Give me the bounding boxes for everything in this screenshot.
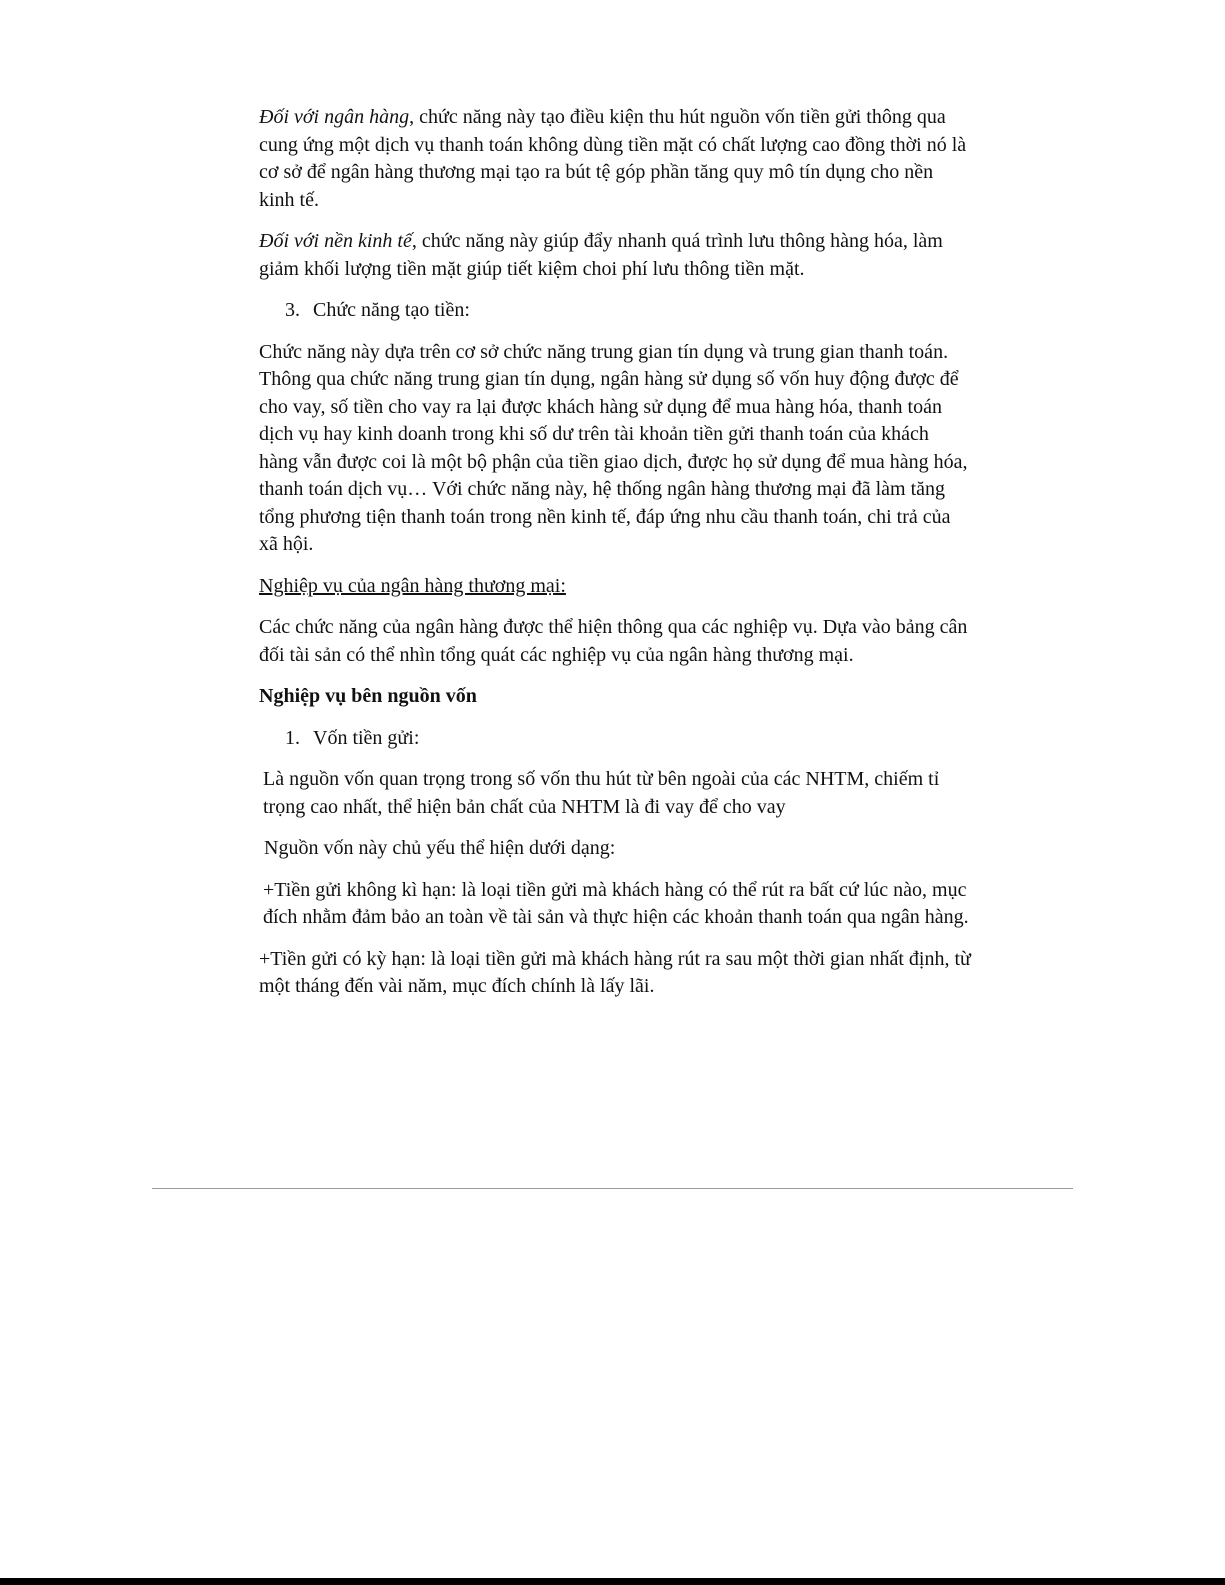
paragraph-lead-economy: Đối với nền kinh tế [259,230,412,252]
list-item-label: Vốn tiền gửi: [313,726,420,749]
list-item-deposit-capital [259,725,971,753]
paragraph-economy-benefit [259,228,971,283]
subheading-operations: Nghiệp vụ của ngân hàng thương mại: [259,574,566,597]
list-number: 1. [285,726,300,749]
paragraph-bank-benefit [259,104,971,214]
paragraph-term-deposit: +Tiền gửi có kỳ hạn: là loại tiền gửi mà khách hàng rút ra sau một thời gian nhất định, từ một tháng đến vài năm, mục đích chính là lấy lãi. [259,947,971,997]
paragraph-money-creation: Chức năng này dựa trên cơ sở chức năng trung gian tín dụng và trung gian thanh toán. Thông qua chức năng trung gian tín dụng, ngân hàng sử dụng số vốn huy động được để cho vay, số tiền cho vay ra lại được khách hàng sử dụng để mua hàng hóa, thanh toán dịch vụ hay kinh doanh trong khi số dư trên tài khoản tiền gửi thanh toán của khách hàng vẫn được coi là một bộ phận của tiền giao dịch, được họ sử dụng để mua hàng hóa, thanh toán dịch vụ… Với chức năng này, hệ thống ngân hàng thương mại đã làm tăng tổng phương tiện thanh toán trong nền kinh tế, đáp ứng nhu cầu thanh toán, chi trả của xã hội. [259,340,968,555]
list-number: 3. [285,299,300,321]
paragraph-text-bank: , chức năng này tạo điều kiện thu hút nguồn vốn tiền gửi thông qua cung ứng một dịch vụ thanh toán không dùng tiền mặt có chất lượng cao đồng thời nó là cơ sở để ngân hàng thương mại tạo ra bút tệ góp phần tăng quy mô tín dụng cho nền kinh tế. [259,106,967,211]
paragraph-operations: Các chức năng của ngân hàng được thể hiện thông qua các nghiệp vụ. Dựa vào bảng cân đối tài sản có thể nhìn tổng quát các nghiệp vụ của ngân hàng thương mại. [259,616,968,666]
list-item-label: Chức năng tạo tiền: [313,299,470,321]
section-heading-capital-sources: Nghiệp vụ bên nguồn vốn [259,685,477,707]
list-item-money-creation [259,297,971,325]
paragraph-lead-bank: Đối với ngân hàng [259,106,410,128]
page-separator-line [152,1188,1073,1189]
bottom-edge-bar [0,1578,1225,1585]
paragraph-demand-deposit: +Tiền gửi không kì hạn: là loại tiền gửi mà khách hàng có thể rút ra bất cứ lúc nào, mục đích nhằm đảm bảo an toàn về tài sản và thực hiện các khoản thanh toán qua ngân hàng. [263,878,969,928]
document-page [259,104,971,1015]
paragraph-deposit-importance: Là nguồn vốn quan trọng trong số vốn thu hút từ bên ngoài của các NHTM, chiếm tỉ trọng cao nhất, thể hiện bản chất của NHTM là đi vay để cho vay [263,768,940,818]
paragraph-deposit-forms: Nguồn vốn này chủ yếu thể hiện dưới dạng: [264,837,616,859]
paragraph-text-economy: , chức năng này giúp đẩy nhanh quá trình lưu thông hàng hóa, làm giảm khối lượng tiền mặt giúp tiết kiệm choi phí lưu thông tiền mặt. [259,230,943,280]
